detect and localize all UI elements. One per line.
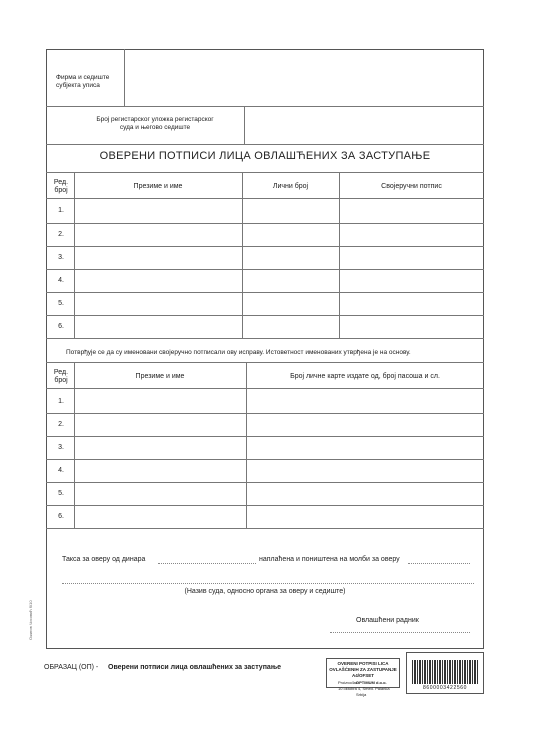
table2-row-number: 5. [58, 490, 64, 497]
table1-row-number: 6. [58, 323, 64, 330]
table2-header-bottom [46, 388, 484, 389]
publisher-name: OPTIMUM d.o.o. [356, 680, 387, 685]
court-label: (Назив суда, односно органа за оверу и седиште) [184, 588, 346, 595]
table2-bottom [46, 528, 484, 529]
fee-paid-field[interactable] [408, 563, 470, 564]
table1-row-number: 3. [58, 254, 64, 261]
officer-signature-field[interactable] [330, 632, 470, 633]
table2-row-line [46, 482, 484, 483]
confirmation-text: Потврђује се да су именовани својеручно потписали ову исправу. Истоветност именованих утврђена је на основу. [66, 349, 411, 356]
table1-row-line [46, 223, 484, 224]
table1-row-line [46, 246, 484, 247]
footer-form-name: Оверени потписи лица овлашћених за заступање [108, 664, 282, 671]
table2-row-number: 3. [58, 444, 64, 451]
table1-header-bottom [46, 198, 484, 199]
table1-col-sign: Својеручни потпис [381, 183, 442, 190]
barcode-digits: 8600003422560 [423, 685, 467, 691]
footer-box-line1: OVERENI POTPISI LICA [337, 661, 389, 666]
firm-label-1: Фирма и седиште [56, 74, 110, 81]
table1-col3 [339, 172, 340, 338]
table2-col-no-2: број [54, 377, 68, 384]
table1-row-number: 4. [58, 277, 64, 284]
table2-row-line [46, 459, 484, 460]
barcode-icon [412, 660, 478, 684]
table2-row-number: 2. [58, 421, 64, 428]
table2-col-name: Презиме и име [135, 373, 185, 380]
firm-label-2: субјекта уписа [56, 82, 100, 89]
publisher-label: Proizvođač: [338, 680, 359, 685]
fee-amount-field[interactable] [158, 563, 256, 564]
table2-row-number: 1. [58, 398, 64, 405]
header-divider-2 [46, 144, 484, 145]
table1-col-name: Презиме и име [133, 183, 183, 190]
table1-col-no-2: број [54, 187, 68, 194]
register-label-1: Број регистарског уложка регистарског [96, 116, 214, 123]
firm-input[interactable] [125, 50, 483, 105]
table1-col2 [242, 172, 243, 338]
table1-col-id: Лични број [272, 183, 309, 190]
table1-col-no-1: Ред. [53, 179, 69, 186]
table2-row-line [46, 436, 484, 437]
table1-row-line [46, 315, 484, 316]
publisher-address-2: Srbija [356, 692, 367, 697]
table2-col1 [74, 362, 75, 528]
register-label-2: суда и његово седиште [119, 124, 191, 131]
fee-label: Такса за оверу од динара [62, 556, 146, 563]
table2-row-line [46, 413, 484, 414]
table1-row-number: 2. [58, 231, 64, 238]
footer-box-line3: A4/OFSET [351, 673, 374, 678]
table1-row-number: 5. [58, 300, 64, 307]
table2-col-id: Број личне карте издате од, број пасоша и сл. [290, 373, 440, 380]
publisher-address-1: 10 oktobra 4, Smed. Palanka [338, 686, 390, 691]
table2-col2 [246, 362, 247, 528]
table1-top [46, 172, 484, 173]
table2-row-line [46, 505, 484, 506]
court-name-field[interactable] [62, 583, 474, 584]
table1-bottom [46, 338, 484, 339]
footer-code: ОБРАЗАЦ (ОП) - [44, 664, 99, 671]
table1-row-number: 1. [58, 207, 64, 214]
table2-row-number: 6. [58, 513, 64, 520]
table1-row-line [46, 292, 484, 293]
fee-paid-label: наплаћена и поништена на молби за оверу [259, 556, 400, 563]
officer-label: Овлашћени радник [356, 617, 419, 624]
table1-col1 [74, 172, 75, 338]
register-input[interactable] [245, 107, 483, 143]
form-title: ОВЕРЕНИ ПОТПИСИ ЛИЦА ОВЛАШЋЕНИХ ЗА ЗАСТУПАЊЕ [99, 150, 431, 162]
footer-box-line2: OVLAŠĆENIH ZA ZASTUPANJE [329, 667, 397, 672]
table2-col-no-1: Ред. [53, 369, 69, 376]
table2-row-number: 4. [58, 467, 64, 474]
side-note: Ожигов Чосовић б/10 [28, 600, 33, 640]
table1-row-line [46, 269, 484, 270]
table2-top [46, 362, 484, 363]
